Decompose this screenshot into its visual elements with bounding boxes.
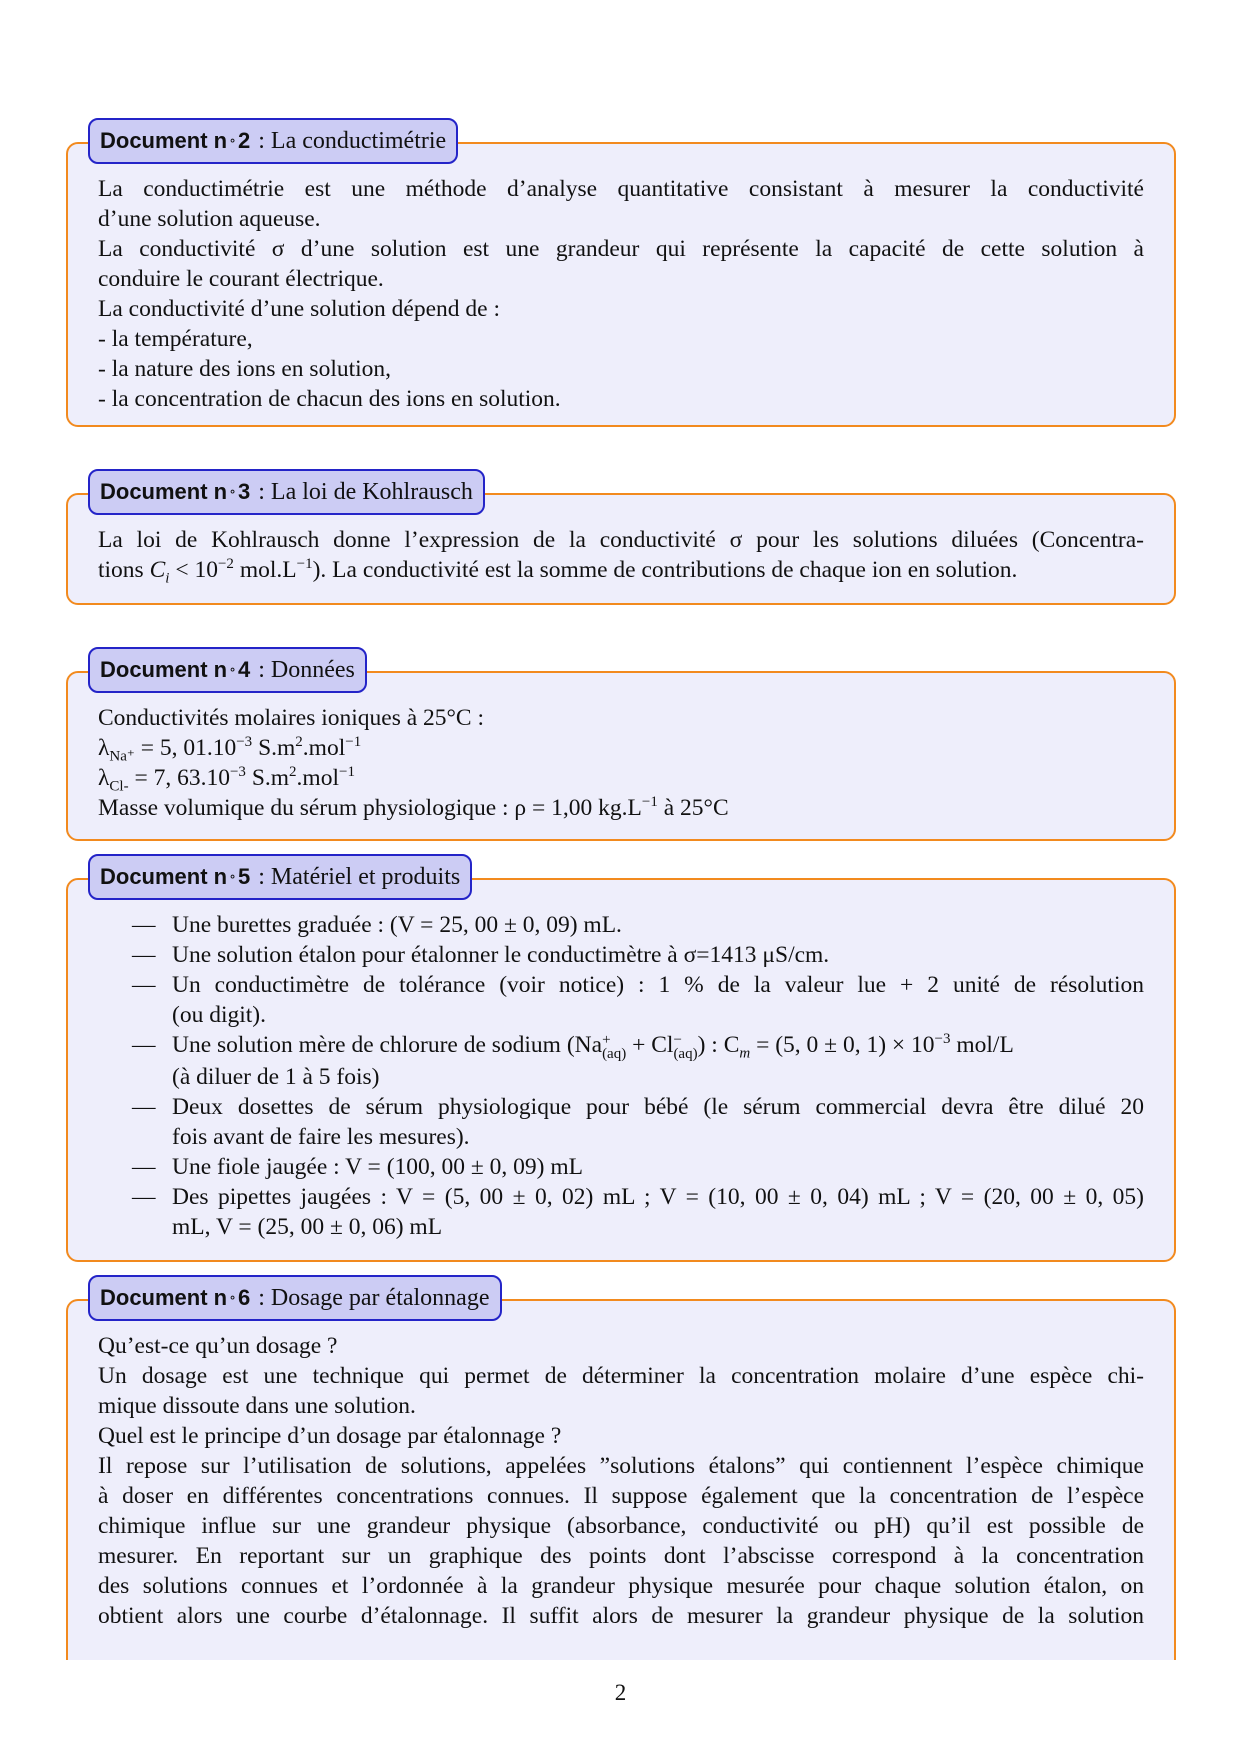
list-item — [98, 940, 1144, 970]
text-run: tions — [98, 557, 150, 583]
text-run: ) : C — [697, 1032, 740, 1058]
dash-mark: — — [132, 1094, 156, 1120]
exponent: 2 — [295, 734, 303, 751]
text-line: mL, V = (25, 00 ± 0, 06) mL — [172, 1214, 443, 1240]
text-run: = (5, 0 ± 0, 1) × 10 — [750, 1032, 935, 1058]
exponent: −2 — [217, 556, 234, 573]
document-number: 5 — [238, 864, 251, 889]
ion-scripts — [673, 1033, 697, 1061]
colon: : — [258, 863, 265, 890]
document-label: Document — [100, 479, 208, 504]
text-line: Conductivités molaires ioniques à 25°C : — [98, 705, 485, 731]
document-6-tag — [88, 1275, 502, 1321]
document-label: Document — [100, 864, 208, 889]
page-number: 2 — [614, 1680, 627, 1705]
text-run: = 7, 63.10 — [128, 765, 230, 791]
superscript: + — [602, 1031, 611, 1048]
text-line: Une solution étalon pour étalonner le conductimètre à σ=1413 μS/cm. — [172, 942, 830, 968]
subscript: m — [739, 1045, 751, 1062]
text-run: = 5, 01.10 — [134, 735, 237, 761]
text-line: La conductivité σ d’une solution est une grandeur qui représente la capacité de cette solution à — [98, 236, 1144, 262]
document-6-content — [98, 1331, 1144, 1631]
document-3-box — [66, 478, 1176, 605]
text-run: à 25°C — [657, 795, 729, 821]
document-5-content — [98, 910, 1144, 1242]
document-2-content — [98, 174, 1144, 414]
document-number: 2 — [238, 128, 251, 153]
text-run: .mol — [302, 735, 346, 761]
exponent: −1 — [641, 794, 658, 811]
lambda-na-line — [98, 733, 1144, 763]
subscript: i — [165, 570, 170, 587]
document-label: Document — [100, 1285, 208, 1310]
document-2-box — [66, 127, 1176, 427]
text-run: < 10 — [169, 557, 218, 583]
document-title: Matériel et produits — [270, 863, 461, 890]
text-run: S.m — [252, 735, 296, 761]
text-line: Une burettes graduée : (V = 25, 00 ± 0, 09) mL. — [172, 912, 622, 938]
number-abbrev: n — [207, 864, 228, 889]
dash-mark: — — [132, 1032, 156, 1058]
text-line: chimique influe sur une grandeur physique (absorbance, conductivité ou pH) qu’il est possible de — [98, 1513, 1144, 1539]
document-4-box — [66, 656, 1176, 841]
lambda-cl-line — [98, 763, 1144, 793]
text-line: La loi de Kohlrausch donne l’expression de la conductivité σ pour les solutions diluées (Concentra- — [98, 527, 1144, 553]
text-line: Des pipettes jaugées : V = (5, 00 ± 0, 02) mL ; V = (10, 00 ± 0, 04) mL ; V = (20, 00 ± 0, 05) — [172, 1184, 1144, 1210]
text-line: La conductimétrie est une méthode d’analyse quantitative consistant à mesurer la conductivité — [98, 176, 1144, 202]
number-abbrev: n — [207, 479, 228, 504]
degree-sign: ∘ — [229, 1290, 236, 1306]
text-line: Une fiole jaugée : V = (100, 00 ± 0, 09) mL — [172, 1154, 583, 1180]
text-line — [98, 555, 1144, 585]
text-line: Deux dosettes de sérum physiologique pour bébé (le sérum commercial devra être dilué 20 — [172, 1094, 1144, 1120]
degree-sign: ∘ — [229, 484, 236, 500]
document-4-tag — [88, 647, 367, 693]
document-5-box — [66, 863, 1176, 1262]
text-line: Il repose sur l’utilisation de solutions, appelées ”solutions étalons” qui contiennent l’espèce chimique — [98, 1453, 1144, 1479]
text-line: Un dosage est une technique qui permet de déterminer la concentration molaire d’une espèce chi- — [98, 1363, 1144, 1389]
exponent: 2 — [289, 764, 297, 781]
exponent: −1 — [338, 764, 355, 781]
text-line — [172, 1030, 1144, 1062]
subscript: Cl- — [109, 778, 129, 795]
exponent: −3 — [229, 764, 246, 781]
document-title: La conductimétrie — [270, 127, 447, 154]
exponent: −1 — [296, 556, 313, 573]
document-3-content — [98, 525, 1144, 585]
text-line: Un conductimètre de tolérance (voir notice) : 1 % de la valeur lue + 2 unité de résolution — [172, 972, 1144, 998]
degree-sign: ∘ — [229, 662, 236, 678]
colon: : — [258, 127, 265, 154]
text-line: - la température, — [98, 326, 253, 352]
list-item — [98, 1030, 1144, 1092]
text-run: Une solution mère de chlorure de sodium (Na — [172, 1032, 603, 1058]
exponent: −1 — [345, 734, 362, 751]
text-run: mol.L — [233, 557, 297, 583]
colon: : — [258, 656, 265, 683]
text-line: des solutions connues et l’ordonnée à la grandeur physique mesurée pour chaque solution étalon, on — [98, 1573, 1144, 1599]
document-4-content — [98, 703, 1144, 823]
text-line: d’une solution aqueuse. — [98, 206, 321, 232]
text-run: S.m — [245, 765, 290, 791]
text-line: à doser en différentes concentrations connues. Il suppose également que la concentration de l’espèce — [98, 1483, 1144, 1509]
text-line: Qu’est-ce qu’un dosage ? — [98, 1333, 338, 1359]
materials-list — [98, 910, 1144, 1242]
text-line: La conductivité d’une solution dépend de : — [98, 296, 501, 322]
number-abbrev: n — [207, 1285, 228, 1310]
exponent: −3 — [934, 1031, 951, 1048]
text-line: mique dissoute dans une solution. — [98, 1393, 416, 1419]
dash-mark: — — [132, 912, 156, 938]
dash-mark: — — [132, 972, 156, 998]
text-line: (ou digit). — [172, 1002, 266, 1028]
text-run: ). La conductivité est la somme de contributions de chaque ion en solution. — [312, 557, 1018, 583]
document-title: Dosage par étalonnage — [270, 1284, 490, 1311]
density-line — [98, 793, 1144, 823]
text-line: Quel est le principe d’un dosage par étalonnage ? — [98, 1423, 562, 1449]
superscript: − — [673, 1031, 682, 1048]
text-line: - la concentration de chacun des ions en solution. — [98, 386, 561, 412]
list-item — [98, 970, 1144, 1030]
colon: : — [258, 478, 265, 505]
text-line: obtient alors une courbe d’étalonnage. Il suffit alors de mesurer la grandeur physique de la solution — [98, 1603, 1144, 1629]
lambda-symbol: λ — [98, 735, 110, 761]
document-number: 4 — [238, 657, 251, 682]
degree-sign: ∘ — [229, 133, 236, 149]
list-item — [98, 1092, 1144, 1152]
number-abbrev: n — [207, 128, 228, 153]
text-run: + Cl — [626, 1032, 674, 1058]
subscript: Na⁺ — [109, 748, 135, 765]
document-5-tag — [88, 854, 472, 900]
document-title: La loi de Kohlrausch — [270, 478, 473, 505]
list-item — [98, 1152, 1144, 1182]
number-abbrev: n — [207, 657, 228, 682]
dash-mark: — — [132, 1184, 156, 1210]
document-3-tag — [88, 469, 485, 515]
text-line: - la nature des ions en solution, — [98, 356, 392, 382]
subscript: (aq) — [602, 1045, 627, 1062]
subscript: (aq) — [673, 1045, 698, 1062]
degree-sign: ∘ — [229, 869, 236, 885]
list-item — [98, 910, 1144, 940]
text-line: fois avant de faire les mesures). — [172, 1124, 470, 1150]
dash-mark: — — [132, 1154, 156, 1180]
text-line: conduire le courant électrique. — [98, 266, 384, 292]
lambda-symbol: λ — [98, 765, 110, 791]
document-number: 3 — [238, 479, 251, 504]
text-run: mol/L — [950, 1032, 1014, 1058]
text-run: .mol — [296, 765, 339, 791]
colon: : — [258, 1284, 265, 1311]
list-item — [98, 1182, 1144, 1242]
document-title: Données — [270, 656, 355, 683]
variable: C — [149, 557, 166, 583]
document-number: 6 — [238, 1285, 251, 1310]
ion-scripts — [602, 1033, 626, 1061]
document-label: Document — [100, 128, 208, 153]
dash-mark: — — [132, 942, 156, 968]
document-2-tag — [88, 118, 458, 164]
document-6-box — [66, 1284, 1176, 1660]
document-label: Document — [100, 657, 208, 682]
exponent: −3 — [236, 734, 253, 751]
text-line: (à diluer de 1 à 5 fois) — [172, 1064, 380, 1090]
text-line: mesurer. En reportant sur un graphique des points dont l’abscisse correspond à la concentration — [98, 1543, 1144, 1569]
text-run: Masse volumique du sérum physiologique : ρ = 1,00 kg.L — [98, 795, 642, 821]
